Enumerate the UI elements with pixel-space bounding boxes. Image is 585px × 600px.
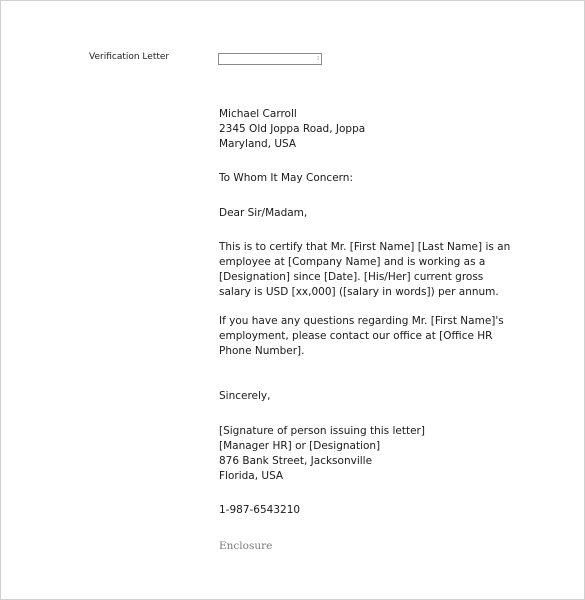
contact-paragraph: [219, 314, 504, 359]
greeting-line: Dear Sir/Madam,: [219, 207, 308, 219]
closing-line: Sincerely,: [219, 390, 271, 402]
paragraph-line: Phone Number].: [219, 345, 305, 357]
signatory-title: [Manager HR] or [Designation]: [219, 440, 381, 452]
sender-address: [219, 107, 365, 152]
phone-number: 1-987-6543210: [219, 504, 301, 516]
paragraph-line: employment, please contact our office at [Office HR: [219, 330, 493, 342]
document-type-label: Verification Letter: [89, 52, 170, 62]
field-handle-icon: ⁝: [317, 55, 319, 62]
enclosure-note: Enclosure: [219, 540, 273, 552]
certification-paragraph: [219, 240, 510, 300]
signatory-block: [219, 424, 425, 484]
signatory-street: 876 Bank Street, Jacksonville: [219, 455, 373, 467]
paragraph-line: If you have any questions regarding Mr. [First Name]'s: [219, 315, 504, 327]
to-whom-line: To Whom It May Concern:: [219, 172, 353, 184]
paragraph-line: This is to certify that Mr. [First Name] [Last Name] is an: [219, 241, 511, 253]
paragraph-line: employee at [Company Name] and is working as a: [219, 256, 486, 268]
paragraph-line: salary is USD [xx,000] ([salary in words]) per annum.: [219, 286, 499, 298]
sender-name: Michael Carroll: [219, 108, 297, 120]
signatory-state: Florida, USA: [219, 470, 284, 482]
paragraph-line: [Designation] since [Date]. [His/Her] current gross: [219, 271, 484, 283]
form-field-box[interactable]: [218, 53, 322, 65]
sender-street: 2345 Old Joppa Road, Joppa: [219, 123, 366, 135]
signature-line: [Signature of person issuing this letter]: [219, 425, 425, 437]
sender-state: Maryland, USA: [219, 138, 297, 150]
